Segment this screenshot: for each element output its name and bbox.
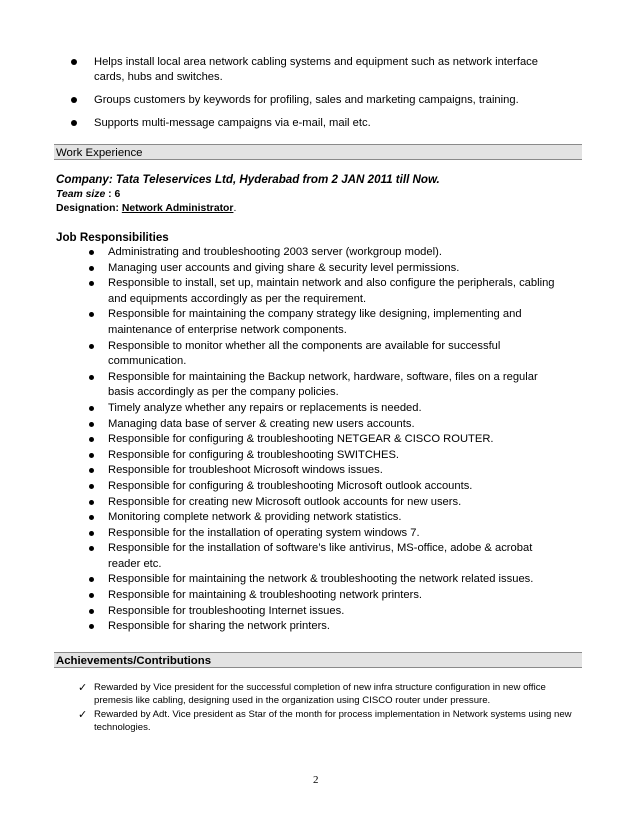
bullet-icon [89, 437, 94, 442]
bullet-icon [89, 344, 94, 349]
list-item [86, 479, 556, 495]
list-item [66, 116, 566, 131]
designation-end: . [233, 203, 237, 214]
bullet-icon [89, 375, 94, 380]
list-item [66, 93, 566, 108]
list-item [86, 604, 556, 620]
responsibility-text: Responsible for troubleshooting Internet issues. [108, 604, 345, 617]
company-line: Company: Tata Teleservices Ltd, Hyderabad from 2 JAN 2011 till Now. [56, 173, 440, 186]
responsibility-text: Responsible for troubleshoot Microsoft windows issues. [108, 464, 383, 477]
responsibility-text: Responsible for maintaining the network & troubleshooting the network related issues. [108, 573, 534, 586]
checkmark-icon: ✓ [78, 681, 88, 694]
bullet-icon [89, 406, 94, 411]
bullet-text: Supports multi-message campaigns via e-mail, mail etc. [94, 117, 371, 129]
responsibility-text: Responsible for configuring & troubleshooting NETGEAR & CISCO ROUTER. [108, 433, 494, 446]
responsibility-text: Responsible for maintaining the company strategy like designing, implementing and maintenance of enterprise network components. [108, 308, 522, 336]
bullet-icon [89, 453, 94, 458]
bullet-icon [89, 500, 94, 505]
top-bullet-list [66, 55, 566, 139]
page-number: 2 [313, 774, 319, 786]
list-item [86, 448, 556, 464]
list-item [86, 417, 556, 433]
list-item [86, 261, 556, 277]
responsibility-text: Responsible for creating new Microsoft outlook accounts for new users. [108, 495, 462, 508]
list-item [86, 463, 556, 479]
bullet-text: Groups customers by keywords for profiling, sales and marketing campaigns, training. [94, 94, 519, 106]
list-item [86, 370, 556, 401]
responsibility-text: Responsible for maintaining & troubleshooting network printers. [108, 589, 423, 602]
designation-label: Designation: [56, 203, 119, 214]
team-size-line [56, 189, 120, 200]
bullet-icon [89, 266, 94, 271]
responsibility-text: Responsible for configuring & troubleshooting SWITCHES. [108, 448, 400, 461]
job-responsibilities-heading: Job Responsibilities [56, 231, 169, 244]
list-item [78, 708, 578, 734]
list-item [86, 495, 556, 511]
bullet-icon [89, 531, 94, 536]
list-item [86, 276, 556, 307]
team-size-label: Team size [56, 189, 106, 200]
bullet-icon [89, 515, 94, 520]
designation-value: Network Administrator [121, 203, 234, 214]
bullet-icon [89, 281, 94, 286]
list-item [78, 681, 578, 707]
list-item [86, 401, 556, 417]
list-item [86, 432, 556, 448]
responsibility-text: Administrating and troubleshooting 2003 server (workgroup model). [108, 246, 442, 258]
list-item [86, 572, 556, 588]
responsibilities-list [86, 245, 556, 635]
achievements-heading: Achievements/Contributions [54, 652, 582, 668]
achievement-text: Rewarded by Vice president for the successful completion of new infra structure configuration in new office premesis like cabling, designing used in the organization using CISCO router under pressure. [94, 682, 546, 706]
responsibility-text: Responsible to monitor whether all the components are available for successful communication. [108, 339, 501, 368]
responsibility-text: Managing user accounts and giving share & security level permissions. [108, 261, 460, 274]
bullet-text: Helps install local area network cabling systems and equipment such as network interface cards, hubs and switches. [94, 56, 538, 83]
bullet-icon [89, 546, 94, 551]
bullet-icon [89, 484, 94, 489]
achievement-text: Rewarded by Adt. Vice president as Star of the month for process implementation in Network systems using new technologies. [94, 709, 572, 733]
bullet-icon [89, 577, 94, 582]
responsibility-text: Responsible for maintaining the Backup network, hardware, software, files on a regular basis accordingly as per the company policies. [108, 370, 538, 399]
bullet-icon [89, 593, 94, 598]
list-item [86, 526, 556, 542]
bullet-icon [89, 422, 94, 427]
responsibility-text: Responsible to install, set up, maintain network and also configure the peripherals, cabling and equipments accordingly as per the requirement. [108, 277, 555, 305]
list-item [86, 541, 556, 572]
list-item [86, 245, 556, 261]
responsibility-text: Monitoring complete network & providing network statistics. [108, 511, 402, 524]
responsibility-text: Responsible for sharing the network printers. [108, 620, 330, 633]
responsibility-text: Responsible for the installation of software’s like antivirus, MS-office, adobe & acrobat reader etc. [108, 542, 533, 570]
list-item [86, 510, 556, 526]
team-size-value: : 6 [105, 189, 121, 200]
list-item [66, 55, 566, 85]
bullet-icon [89, 468, 94, 473]
responsibility-text: Responsible for the installation of operating system windows 7. [108, 526, 420, 539]
bullet-icon [89, 624, 94, 629]
responsibility-text: Responsible for configuring & troubleshooting Microsoft outlook accounts. [108, 479, 473, 492]
designation-line [56, 203, 236, 214]
list-item [86, 619, 556, 635]
achievements-list [78, 681, 578, 735]
list-item [86, 339, 556, 370]
bullet-icon [89, 312, 94, 317]
bullet-icon [71, 59, 77, 65]
checkmark-icon: ✓ [78, 708, 88, 721]
bullet-icon [89, 250, 94, 255]
list-item [86, 307, 556, 338]
bullet-icon [89, 609, 94, 614]
bullet-icon [71, 97, 77, 103]
bullet-icon [71, 120, 77, 126]
responsibility-text: Timely analyze whether any repairs or replacements is needed. [108, 401, 422, 414]
responsibility-text: Managing data base of server & creating new users accounts. [108, 417, 415, 430]
work-experience-heading: Work Experience [54, 144, 582, 160]
list-item [86, 588, 556, 604]
